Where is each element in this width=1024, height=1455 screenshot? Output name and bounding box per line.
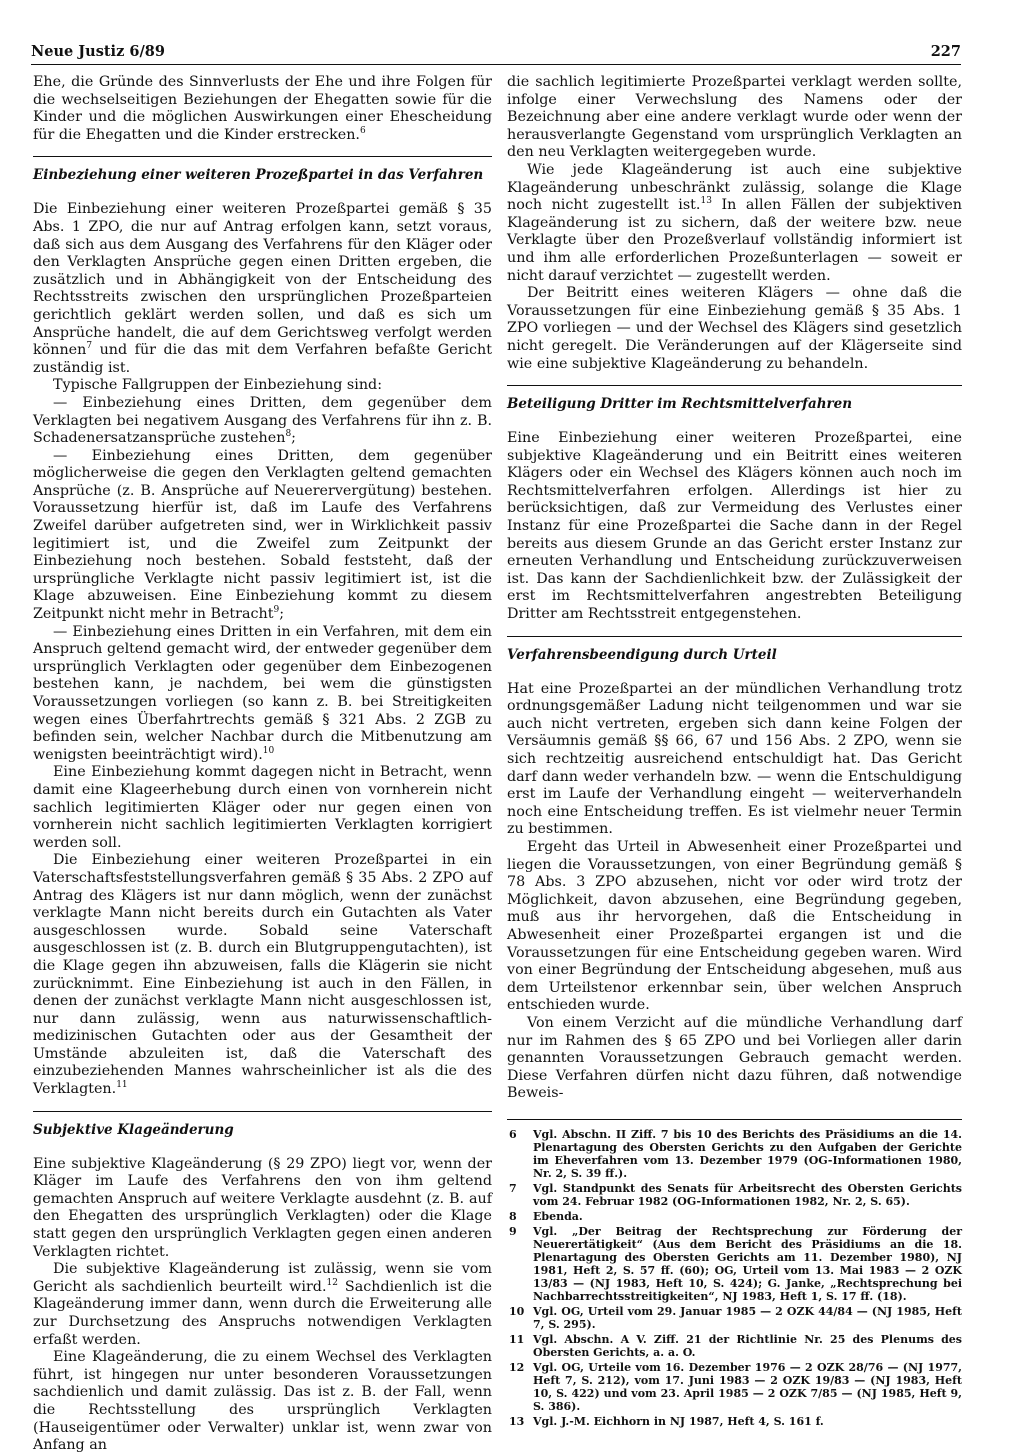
footnote: 6 Vgl. Abschn. II Ziff. 7 bis 10 des Berichts des Präsidiums an die 14. Plenartagung des Obersten Gerichts zu den Aufgaben der Gerichte im Eheverfahren vom 13. Dezember 1979 (OG-Informationen 1980, Nr. 2, S. 39 ff.). — [509, 1127, 962, 1180]
page-number: 227 — [930, 43, 961, 60]
paragraph: Die subjektive Klageänderung ist zulässig, wenn sie vom Gericht als sachdienlich beurteilt wird.$^{12}$ Sachdienlich ist die Klageänderung immer dann, wenn durch die Erweiterung alle zur Durchsetzung des Anspruchs notwendigen Verklagten erfaßt werden. — [33, 1261, 492, 1348]
paragraph: Eine Klageänderung, die zu einem Wechsel des Verklagten führt, ist hingegen nur unter besonderen Voraussetzungen sachdienlich und damit zulässig. Das ist z. B. der Fall, wenn die Rechtsstellung des ursprünglich Verklagten (Hauseigentümer oder Verwalter) unklar ist, wenn zwar von Anfang an — [33, 1349, 492, 1454]
section-heading: Beteiligung Dritter im Rechtsmittelverfahren — [507, 385, 962, 412]
paragraph: Der Beitritt eines weiteren Klägers — ohne daß die Voraussetzungen für eine Einbeziehung gemäß § 35 Abs. 1 ZPO vorliegen — und der Wechsel des Klägers sind gesetzlich nicht geregelt. Die Veränderungen auf der Klägerseite sind wie eine subjektive Klageänderung zu behandeln. — [507, 285, 962, 372]
footnote-ref[interactable]: 12 — [326, 1278, 338, 1289]
list-item: — Einbeziehung eines Dritten, dem gegenüber möglicherweise die gegen den Verklagten geltend gemachten Ansprüche (z. B. Ansprüche auf Neuerervergütung) bestehen. Voraussetzung hierfür ist, daß im Laufe des Verfahrens Zweifel darüber aufgetreten sind, wer in Wirklichkeit passiv legitimiert ist, und die Zweifel zum Zeitpunkt der Einbeziehung noch bestehen. Sobald feststeht, daß der ursprüngliche Verklagte nicht passiv legitimiert ist, ist die Klage abzuweisen. Eine Einbeziehung kommt zu diesem Zeitpunkt nicht mehr in Betracht$^9$; — [33, 447, 492, 623]
footnote: 12 Vgl. OG, Urteile vom 16. Dezember 1976 — 2 OZK 28/76 — (NJ 1977, Heft 7, S. 212), vom 17. Juni 1983 — 2 OZK 19/83 — (NJ 1983, Heft 10, S. 422) und vom 23. April 1985 — 2 OZK 7/85 — (NJ 1985, Heft 9, S. 386). — [509, 1360, 962, 1413]
paragraph: Hat eine Prozeßpartei an der mündlichen Verhandlung trotz ordnungsgemäßer Ladung nicht teilgenommen und war sie auch nicht vertreten, ergeben sich dann keine Folgen der Versäumnis gemäß §§ 66, 67 und 156 Abs. 2 ZPO, wenn sie sich rechtzeitig ausreichend entschuldigt hat. Das Gericht darf dann weder verhandeln bzw. — wenn die Entschuldigung erst im Laufe der Verhandlung eingeht — weiterverhandeln noch eine Entscheidung treffen. Es ist vielmehr neuer Termin zu bestimmen. — [507, 680, 962, 838]
list-item: — Einbeziehung eines Dritten, dem gegenüber dem Verklagten bei negativem Ausgang des Verfahrens für ihn z. B. Schadenersatzansprüche zustehen$^8$; — [33, 394, 492, 447]
footnote: 7 Vgl. Standpunkt des Senats für Arbeitsrecht des Obersten Gerichts vom 24. Februar 1982 (OG-Informationen 1982, Nr. 2, S. 65). — [509, 1181, 962, 1208]
left-column — [33, 74, 492, 1455]
footnotes — [507, 1128, 962, 1428]
footnote: 8 Ebenda. — [509, 1209, 583, 1223]
footnote-ref[interactable]: 10 — [262, 746, 275, 757]
journal-title: Neue Justiz 6/89 — [31, 43, 165, 60]
paragraph: Die Einbeziehung einer weiteren Prozeßpartei gemäß § 35 Abs. 1 ZPO, die nur auf Antrag erfolgen kann, setzt voraus, daß sich aus dem Ausgang des Verfahrens für den Kläger oder den Verklagten Ansprüche gegen einen Dritten ergeben, die zusätzlich und in Abhängigkeit von der Entscheidung des Rechtsstreits zwischen den ursprünglichen Prozeßparteien gerichtlich geklärt werden sollen, und daß es sich um Ansprüche handelt, die auf dem Gerichtsweg verfolgt werden können$^7$ und für die das mit dem Verfahren befaßte Gericht zuständig ist. — [33, 201, 492, 376]
paragraph: Ehe, die Gründe des Sinnverlusts der Ehe und ihre Folgen für die wechselseitigen Beziehungen der Ehegatten sowie für die Kinder und die möglichen Auswirkungen einer Ehescheidung für die Ehegatten und die Kinder erstrecken.$^6$ — [33, 74, 492, 143]
paragraph: Von einem Verzicht auf die mündliche Verhandlung darf nur im Rahmen des § 65 ZPO und bei Vorliegen aller darin genannten Voraussetzungen Gebrauch gemacht werden. Diese Verfahren dürfen nicht dazu führen, daß notwendige Beweis- — [507, 1014, 962, 1102]
footnote: 10 Vgl. OG, Urteil vom 29. Januar 1985 — 2 OZK 44/84 — (NJ 1985, Heft 7, S. 295). — [509, 1304, 962, 1331]
paragraph: Eine Einbeziehung kommt dagegen nicht in Betracht, wenn damit eine Klageerhebung durch einen von vornherein nicht sachlich legitimierten Kläger oder nur gegen einen von vornherein nicht sachlich legitimierten Verklagten korrigiert werden soll. — [33, 764, 492, 851]
footnote-ref[interactable]: 13 — [700, 196, 712, 207]
footnote-ref[interactable]: 9 — [273, 605, 280, 616]
paragraph: Wie jede Klageänderung ist auch eine subjektive Klageänderung unbeschränkt zulässig, solange die Klage noch nicht zugestellt ist.$^{13}$ In allen Fällen der subjektiven Klageänderung ist zu sichern, daß der weitere bzw. neue Verklagte über den Prozeßverlauf vollständig informiert ist und ihm alle erforderlichen Prozeßunterlagen — soweit er nicht darauf verzichtet — zugestellt werden. — [507, 161, 963, 284]
right-column — [507, 74, 962, 1430]
footnote-divider — [507, 1119, 962, 1120]
footnote: 9 Vgl. „Der Beitrag der Rechtsprechung zur Förderung der Neuerertätigkeit“ (Aus dem Bericht des Präsidiums an die 18. Plenartagung des Obersten Gerichts am 11. Dezember 1980), NJ 1981, Heft 2, S. 57 ff. (60); OG, Urteil vom 13. Mai 1983 — 2 OZK 13/83 — (NJ 1983, Heft 10, S. 424); G. Janke, „Rechtsprechung bei Nachbarrechtsstreitigkeiten“, NJ 1983, Heft 1, S. 17 ff. (18). — [509, 1224, 962, 1303]
paragraph: Typische Fallgruppen der Einbeziehung sind: — [53, 377, 383, 394]
page-header — [31, 40, 961, 65]
footnote-ref[interactable]: 11 — [116, 1080, 128, 1091]
footnote-ref[interactable]: 7 — [86, 341, 93, 352]
footnote: 11 Vgl. Abschn. A V. Ziff. 21 der Richtlinie Nr. 25 des Plenums des Obersten Gerichts, a. a. O. — [509, 1332, 962, 1359]
paragraph: die sachlich legitimierte Prozeßpartei verklagt werden sollte, infolge einer Verwechslung des Namens oder der Bezeichnung aber eine andere verklagt wurde oder wenn der herausverlangte Gegenstand vom ursprünglich Verklagten an den neu Verklagten weitergegeben wurde. — [507, 74, 962, 161]
paragraph: Ergeht das Urteil in Abwesenheit einer Prozeßpartei und liegen die Voraussetzungen, von einer Begründung gemäß § 78 Abs. 3 ZPO abzusehen, nicht vor oder wird trotz der Möglichkeit, davon abzusehen, eine Begründung gegeben, muß aus ihr hervorgehen, daß die Entscheidung in Abwesenheit einer Prozeßpartei ergangen ist und die Voraussetzungen für eine Entscheidung gegeben waren. Wird von einer Begründung der Entscheidung abgesehen, muß aus dem Urteilstenor erkennbar sein, über welchen Anspruch entschieden wurde. — [507, 838, 962, 1014]
paragraph: Eine Einbeziehung einer weiteren Prozeßpartei, eine subjektive Klageänderung und ein Beitritt eines weiteren Klägers oder ein Wechsel des Klägers können auch noch im Rechtsmittelverfahren erfolgen. Allerdings ist hier zu berücksichtigen, daß zur Vermeidung des Verlustes einer Instanz für eine Prozeßpartei die Sache dann in der Regel bereits aus diesem Grunde an das Gericht erster Instanz zur erneuten Verhandlung und Entscheidung zurückzuverweisen ist. Das kann der Sachdienlichkeit bzw. der Zulässigkeit der erst im Rechtsmittelverfahren angestrebten Beteiligung Dritter am Rechtsstreit entgegenstehen. — [507, 430, 962, 623]
section-heading: Verfahrensbeendigung durch Urteil — [507, 636, 962, 663]
footnote: 13 Vgl. J.-M. Eichhorn in NJ 1987, Heft 4, S. 161 f. — [509, 1414, 824, 1428]
section-heading: Subjektive Klageänderung — [33, 1111, 492, 1138]
footnote-ref[interactable]: 8 — [285, 429, 292, 440]
list-item: — Einbeziehung eines Dritten in ein Verfahren, mit dem ein Anspruch geltend gemacht wird, der entweder gegenüber dem ursprünglich Verklagten oder gegenüber dem Einbezogenen bestehen kann, je nachdem, bei wem die günstigsten Voraussetzungen vorliegen (so kann z. B. bei Streitigkeiten wegen eines Überfahrtrechts gemäß § 321 Abs. 2 ZGB zu befinden sein, welcher Nachbar durch die Mitbenutzung am wenigsten beeinträchtigt wird).$^{10}$ — [33, 623, 492, 763]
section-heading: Einbeziehung einer weiteren Prozeßpartei in das Verfahren — [33, 156, 492, 183]
footnote-ref[interactable]: 6 — [359, 126, 366, 137]
paragraph: Die Einbeziehung einer weiteren Prozeßpartei in ein Vaterschaftsfeststellungsverfahren gemäß § 35 Abs. 2 ZPO auf Antrag des Klägers ist nur dann möglich, wenn der zunächst verklagte Mann nicht bereits durch ein Gutachten als Vater ausgeschlossen wurde. Sobald seine Vaterschaft ausgeschlossen ist (z. B. durch ein Blutgruppengutachten), ist die Klage gegen ihn abzuweisen, falls die Klägerin sie nicht zurücknimmt. Eine Einbeziehung ist auch in den Fällen, in denen der zunächst verklagte Mann nicht ausgeschlossen ist, nur dann zulässig, wenn aus naturwissenschaftlich-medizinischen Gutachten oder aus der Gesamtheit der Umstände abzuleiten ist, daß die Vaterschaft des einzubeziehenden Mannes wahrscheinlicher ist als die des Verklagten.$^{11}$ — [33, 852, 492, 1098]
paragraph: Eine subjektive Klageänderung (§ 29 ZPO) liegt vor, wenn der Kläger im Laufe des Verfahrens den von ihm geltend gemachten Anspruch auf weitere Verklagte ausdehnt (z. B. auf den Ehegatten des ursprünglich Verklagten) oder die Klage statt gegen den ursprünglich Verklagten gegen einen anderen Verklagten richtet. — [33, 1155, 492, 1260]
